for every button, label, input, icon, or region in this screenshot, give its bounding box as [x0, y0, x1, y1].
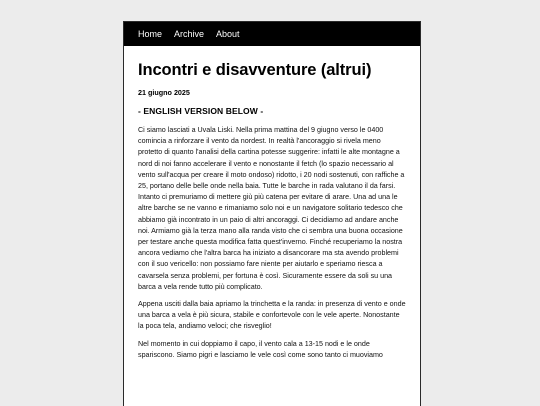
nav-link-about[interactable]: About	[216, 29, 240, 39]
post-paragraph-1: Ci siamo lasciati a Uvala Liski. Nella prima mattina del 9 giugno verso le 0400 comincia a rinforzare il vento da nordest. In realtà l'ancoraggio si rivela meno protetto di quanto l'analisi della cartina potesse suggerire: infatti le alte montagne a nord di noi fanno accelerare il vento e nonostante il fetch (lo spazio necessario al vento sull'acqua per creare il moto ondoso) ridotto, i 20 nodi sostenuti, con raffiche a 25, portano delle belle onde nella baia. Tutte le barche in rada valutano il da farsi. Intanto ci premuriamo di mettere giù più catena per evitare di arare. Una ad una le altre barche se ne vanno e rimaniamo solo noi e un navigatore solitario tedesco che abbiamo già incontrato in un paio di altri ancoraggi. Ci decidiamo ad andare anche noi. Armiamo già la terza mano alla randa visto che ci sembra una buona occasione per testare anche questa modifica fatta quest'inverno. Finché recuperiamo la nostra ancora vediamo che l'altra barca ha iniziato a disancorare ma sta avendo problemi con il suo vericello: non possiamo fare niente per aiutarlo e speriamo riesca a cavarsela senza problemi, per fortuna è così. Sicuramente essere da soli su una barca a vela rende tutto più complicato.	[138, 126, 405, 291]
post-date: 21 giugno 2025	[138, 88, 190, 97]
nav-link-archive[interactable]: Archive	[174, 29, 205, 39]
blog-page	[123, 21, 421, 406]
top-navigation	[124, 22, 420, 46]
post-content	[124, 60, 420, 361]
nav-link-home[interactable]: Home	[138, 29, 163, 39]
post-paragraph-2: Appena usciti dalla baia apriamo la trinchetta e la randa: in presenza di vento e onde una barca a vela è più sicura, stabile e confortevole con le vele aperte. Nonostante la poca tela, andiamo veloci; che risveglio!	[138, 300, 406, 331]
post-title: Incontri e disavventure (altrui)	[138, 61, 372, 79]
english-version-notice: - ENGLISH VERSION BELOW -	[138, 106, 264, 116]
post-paragraph-3: Nel momento in cui doppiamo il capo, il vento cala a 13-15 nodi e le onde spariscono. Siamo pigri e lasciamo le vele così come sono tanto ci muoviamo	[138, 339, 383, 359]
